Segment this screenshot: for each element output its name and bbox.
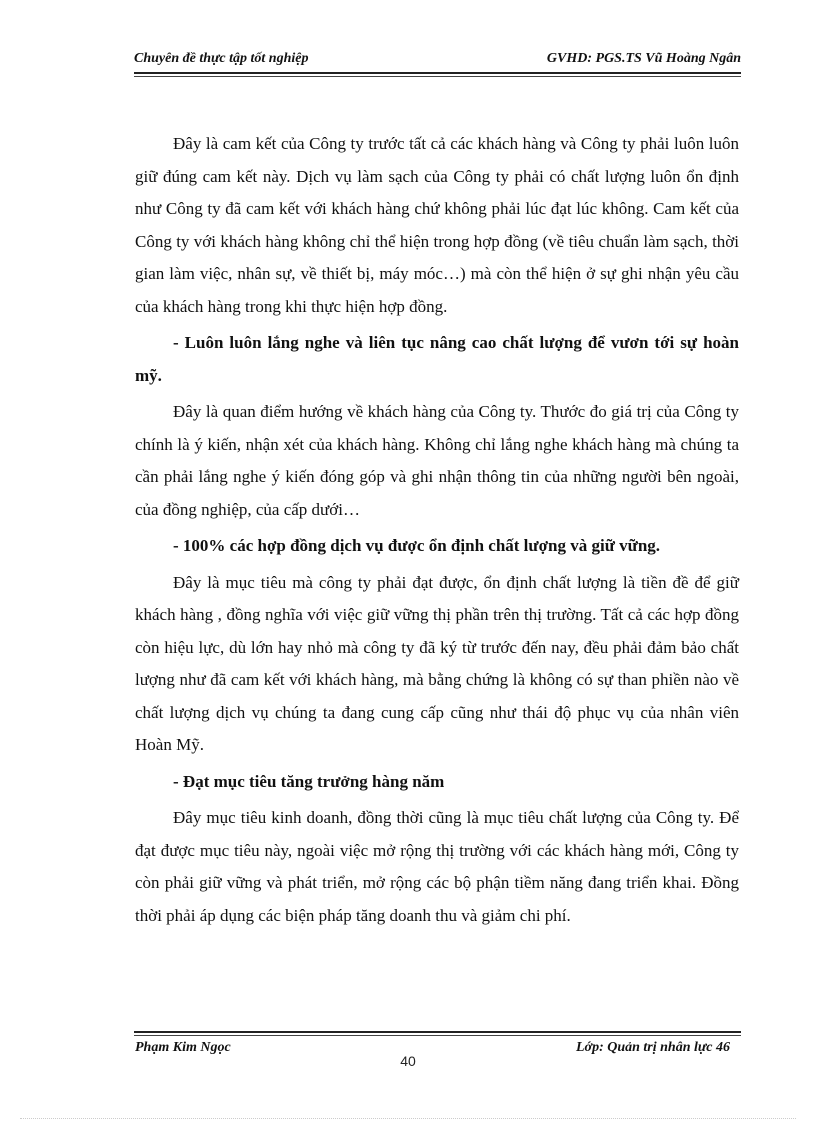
page-body bbox=[135, 128, 739, 932]
header-supervisor: GVHD: PGS.TS Vũ Hoàng Ngân bbox=[546, 51, 741, 66]
paragraph-quality-goal: Đây là mục tiêu mà công ty phải đạt được, ổn định chất lượng là tiền đề để giữ khách hàng , đồng nghĩa với việc giữ vững thị phần trên thị trường. Tất cả các hợp đồng còn hiệu lực, dù lớn hay nhỏ mà công ty đã ký từ trước đến nay, đều phải đảm bảo chất lượng như đã cam kết với khách hàng, mà bằng chứng là không có sự than phiền nào về chất lượng dịch vụ chúng ta đang cung cấp cũng như thái độ phục vụ của nhân viên Hoàn Mỹ. bbox=[135, 572, 739, 754]
heading-annual-growth: - Đạt mục tiêu tăng trưởng hàng năm bbox=[173, 771, 445, 791]
page-header bbox=[134, 50, 741, 74]
footer-divider-thin bbox=[134, 1035, 741, 1036]
page-number: 40 bbox=[400, 1053, 416, 1069]
paragraph-commitment: Đây là cam kết của Công ty trước tất cả các khách hàng và Công ty phải luôn luôn giữ đúng cam kết này. Dịch vụ làm sạch của Công ty phải có chất lượng luôn ổn định như Công ty đã cam kết với khách hàng chứ không phải lúc đạt lúc không. Cam kết của Công ty với khách hàng không chỉ thể hiện trong hợp đồng (về tiêu chuẩn làm sạch, thời gian làm việc, nhân sự, về thiết bị, máy móc…) mà còn thể hiện ở sự ghi nhận yêu cầu của khách hàng trong khi thực hiện hợp đồng. bbox=[135, 134, 739, 316]
header-document-title: Chuyên đề thực tập tốt nghiệp bbox=[134, 51, 309, 66]
heading-listen-improve: - Luôn luôn lắng nghe và liên tục nâng cao chất lượng để vươn tới sự hoàn mỹ. bbox=[135, 333, 739, 385]
page-edge-divider bbox=[20, 1118, 796, 1119]
paragraph-business-goal: Đây mục tiêu kinh doanh, đồng thời cũng là mục tiêu chất lượng của Công ty. Để đạt được mục tiêu này, ngoài việc mở rộng thị trường với các khách hàng mới, Công ty còn phải giữ vững và phát triển, mở rộng các bộ phận tiềm năng đang triển khai. Đồng thời phải áp dụng các biện pháp tăng doanh thu và giảm chi phí. bbox=[135, 808, 739, 925]
footer-author: Phạm Kim Ngọc bbox=[135, 1040, 231, 1055]
header-divider bbox=[134, 76, 741, 77]
paragraph-customer-orientation: Đây là quan điểm hướng về khách hàng của Công ty. Thước đo giá trị của Công ty chính là ý kiến, nhận xét của khách hàng. Không chỉ lắng nghe khách hàng mà chúng ta cần phải lắng nghe ý kiến đóng góp và ghi nhận thông tin của những người bên ngoài, của đồng nghiệp, của cấp dưới… bbox=[135, 402, 739, 519]
footer-class: Lớp: Quản trị nhân lực 46 bbox=[576, 1040, 730, 1055]
footer-divider bbox=[134, 1031, 741, 1033]
heading-contract-quality: - 100% các hợp đồng dịch vụ được ổn định chất lượng và giữ vững. bbox=[173, 536, 661, 555]
